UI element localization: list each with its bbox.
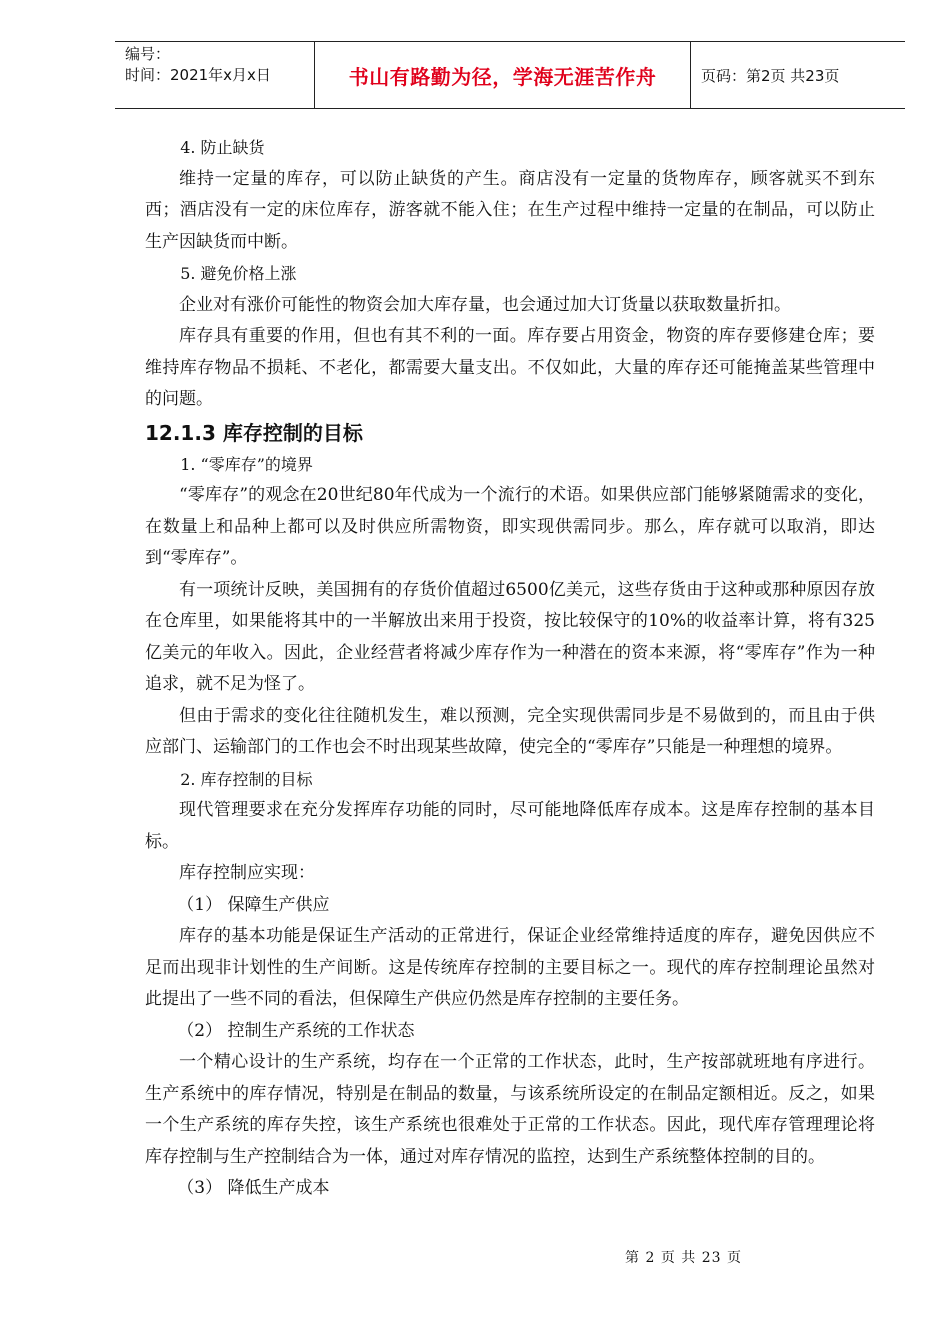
paragraph: 库存控制应实现： [179, 863, 315, 883]
subheading-5: 5. 避免价格上涨 [180, 264, 297, 283]
paragraph: 但由于需求的变化往往随机发生，难以预测，完全实现供需同步是不易做到的，而且由于供应部门、运输部门的工作也会不时出现某些故障，使完全的“零库存”只能是一种理想的境界。 [145, 705, 875, 757]
subheading-4: 4. 防止缺货 [180, 138, 265, 157]
section-title: 12.1.3 库存控制的目标 [145, 420, 363, 445]
list-item: （3） 降低生产成本 [177, 1178, 330, 1198]
header-motto: 书山有路勤为径，学海无涯苦作舟 [315, 42, 691, 108]
paragraph: 企业对有涨价可能性的物资会加大库存量，也会通过加大订货量以获取数量折扣。 [179, 294, 791, 315]
paragraph: 库存具有重要的作用，但也有其不利的一面。库存要占用资金，物资的库存要修建仓库；要维持库存物品不损耗、不老化，都需要大量支出。不仅如此，大量的库存还可能掩盖某些管理中的问题。 [145, 326, 875, 409]
paragraph: “零库存”的观念在20世纪80年代成为一个流行的术语。如果供应部门能够紧随需求的变化，在数量上和品种上都可以及时供应所需物资，即实现供需同步。那么，库存就可以取消，即达到“零库存”。 [145, 485, 875, 568]
header-number: 编号： [125, 45, 171, 63]
page-header [115, 41, 905, 109]
list-item: （1） 保障生产供应 [177, 894, 330, 915]
document-body [145, 132, 875, 1205]
header-page-number: 页码：第2页 共23页 [701, 66, 840, 85]
paragraph: 有一项统计反映，美国拥有的存货价值超过6500亿美元，这些存货由于这种或那种原因存放在仓库里，如果能将其中的一半解放出来用于投资，按比较保守的10%的收益率计算，将有325亿美元的年收入。因此，企业经营者将减少库存作为一种潜在的资本来源，将“零库存”作为一种追求，就不足为怪了。 [145, 579, 875, 694]
header-time: 时间：2021年x月x日 [125, 66, 271, 84]
subheading-control-goals: 2. 库存控制的目标 [180, 769, 313, 789]
paragraph: 现代管理要求在充分发挥库存功能的同时，尽可能地降低库存成本。这是库存控制的基本目标。 [145, 800, 875, 852]
subheading-zero-inventory: 1. “零库存”的境界 [180, 454, 313, 474]
list-item: （2） 控制生产系统的工作状态 [177, 1020, 415, 1041]
paragraph: 库存的基本功能是保证生产活动的正常进行，保证企业经常维持适度的库存，避免因供应不足而出现非计划性的生产间断。这是传统库存控制的主要目标之一。现代的库存控制理论虽然对此提出了一些不同的看法，但保障生产供应仍然是库存控制的主要任务。 [145, 926, 875, 1009]
paragraph: 维持一定量的库存，可以防止缺货的产生。商店没有一定量的货物库存，顾客就买不到东西；酒店没有一定的床位库存，游客就不能入住；在生产过程中维持一定量的在制品，可以防止生产因缺货而中断。 [145, 168, 875, 252]
paragraph: 一个精心设计的生产系统，均存在一个正常的工作状态，此时，生产按部就班地有序进行。生产系统中的库存情况，特别是在制品的数量，与该系统所设定的在制品定额相近。反之，如果一个生产系统的库存失控，该生产系统也很难处于正常的工作状态。因此，现代库存管理理论将库存控制与生产控制结合为一体，通过对库存情况的监控，达到生产系统整体控制的目的。 [145, 1052, 875, 1167]
page-footer: 第 2 页 共 23 页 [625, 1250, 742, 1266]
header-meta [115, 42, 315, 108]
